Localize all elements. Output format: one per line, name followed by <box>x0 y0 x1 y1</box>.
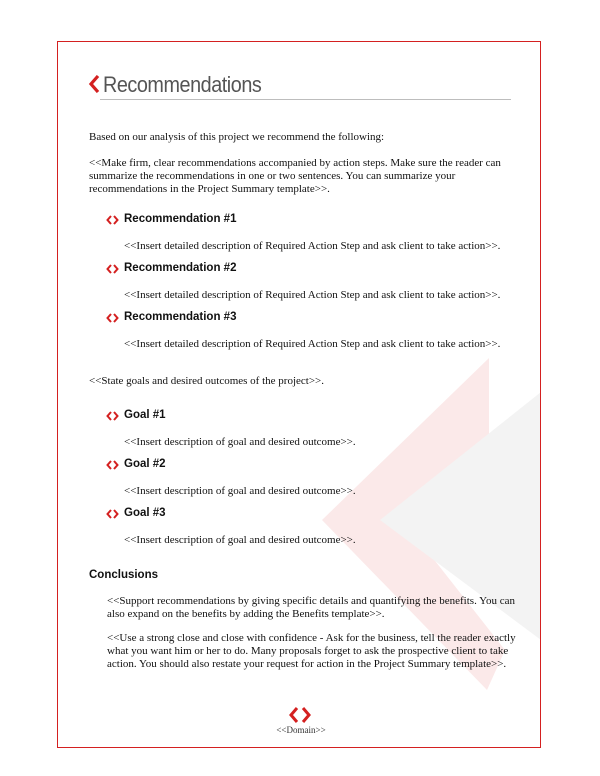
goal-heading: Goal #2 <box>124 458 166 470</box>
page-title: Recommendations <box>103 72 262 97</box>
diamond-bullet-icon <box>106 411 119 421</box>
diamond-bullet-icon <box>106 460 119 470</box>
recommendation-text: <<Insert detailed description of Required Action Step and ask client to take action>>. <box>124 338 501 350</box>
instruction-line: recommendations in the Project Summary template>>. <box>89 183 330 195</box>
footer-domain: <<Domain>> <box>276 725 326 735</box>
recommendation-text: <<Insert detailed description of Required Action Step and ask client to take action>>. <box>124 240 501 252</box>
recommendation-heading: Recommendation #2 <box>124 262 237 274</box>
recommendation-heading: Recommendation #3 <box>124 311 237 323</box>
instruction-line: summarize the recommendations in one or two sentences. You can summarize your <box>89 170 456 182</box>
goal-text: <<Insert description of goal and desired outcome>>. <box>124 485 356 497</box>
diamond-bullet-icon <box>106 215 119 225</box>
goal-heading: Goal #3 <box>124 507 166 519</box>
diamond-bullet-icon <box>106 264 119 274</box>
recommendation-heading: Recommendation #1 <box>124 213 237 225</box>
goal-text: <<Insert description of goal and desired outcome>>. <box>124 436 356 448</box>
goal-heading: Goal #1 <box>124 409 166 421</box>
intro-text: Based on our analysis of this project we recommend the following: <box>89 131 385 143</box>
goals-intro-text: <<State goals and desired outcomes of the project>>. <box>89 375 324 387</box>
conclusion-line: action. You should also restate your request for action in the Project Summary template>>. <box>107 658 507 670</box>
logo-icon <box>289 706 311 724</box>
conclusion-line: <<Use a strong close and close with confidence - Ask for the business, tell the reader exactly <box>107 632 516 644</box>
diamond-bullet-icon <box>106 313 119 323</box>
title-divider <box>100 99 511 100</box>
chevron-left-icon <box>88 75 100 93</box>
diamond-bullet-icon <box>106 509 119 519</box>
goal-text: <<Insert description of goal and desired outcome>>. <box>124 534 356 546</box>
conclusion-line: <<Support recommendations by giving specific details and quantifying the benefits. You can <box>107 595 516 607</box>
conclusion-line: also expand on the benefits by adding the Benefits template>>. <box>107 608 385 620</box>
conclusions-heading: Conclusions <box>89 569 159 581</box>
recommendation-text: <<Insert detailed description of Required Action Step and ask client to take action>>. <box>124 289 501 301</box>
conclusion-line: what you want him or her to do. Many proposals forget to ask the prospective client to take <box>107 645 509 657</box>
instruction-line: <<Make firm, clear recommendations accompanied by action steps. Make sure the reader can <box>89 157 501 169</box>
